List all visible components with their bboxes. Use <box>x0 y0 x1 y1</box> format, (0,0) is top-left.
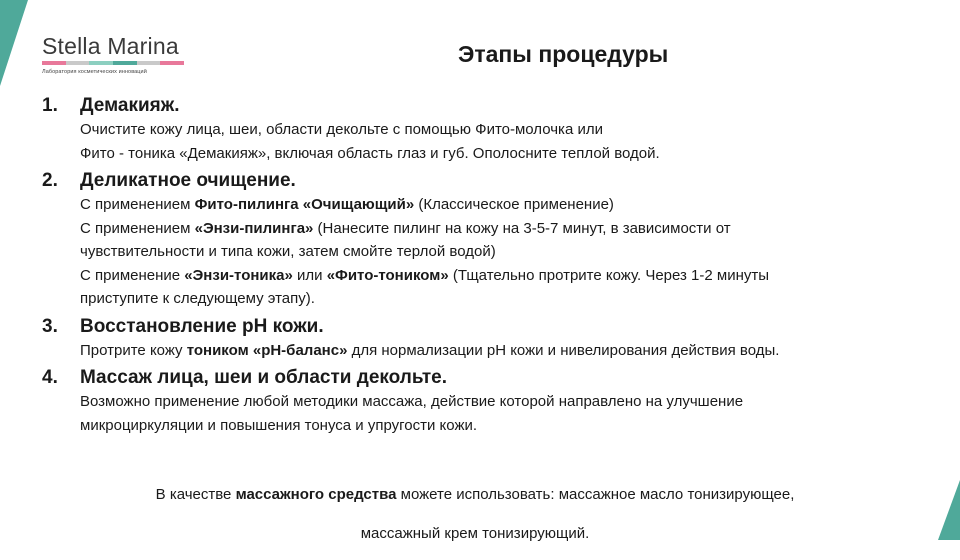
text-segment: Фито - тоника «Демакияж», включая область глаз и губ. Ополосните теплой водой. <box>80 144 660 162</box>
step-number: 1. <box>42 95 58 116</box>
text-segment: или <box>292 266 327 284</box>
steps-list <box>42 94 952 441</box>
text-segment: Очистите кожу лица, шеи, области декольте с помощью Фито-молочка или <box>80 121 603 138</box>
text-segment: С применением <box>80 219 195 237</box>
logo-tagline: Лаборатория косметических инноваций <box>42 69 147 75</box>
step-item <box>42 366 952 437</box>
step-heading-text: Массаж лица, шеи и области декольте. <box>80 367 448 388</box>
text-segment: (Тщательно протрите кожу. Через 1-2 минуты <box>448 266 770 284</box>
text-line <box>80 193 952 217</box>
logo-stripe <box>137 61 161 65</box>
step-heading-text: Восстановление pH кожи. <box>80 315 324 337</box>
text-segment: Возможно применение любой методики массажа, действие которой направлено на улучшение <box>80 393 744 410</box>
step-description <box>42 118 952 165</box>
text-line <box>80 287 952 311</box>
text-line <box>80 339 952 363</box>
product-name: «Фито-тоником» <box>326 266 449 284</box>
text-segment: микроциркуляции и повышения тонуса и упругости кожи. <box>80 416 478 434</box>
text-segment: чувствительности и типа кожи, затем смойте терлой водой) <box>80 243 496 260</box>
logo-stripe <box>89 61 113 65</box>
text-line <box>80 390 952 414</box>
step-number: 4. <box>42 367 58 388</box>
logo-stripe <box>42 61 66 65</box>
step-item <box>42 169 952 311</box>
text-segment: массажный крем тонизирующий. <box>360 524 590 542</box>
text-line <box>80 264 952 288</box>
text-segment: приступите к следующему этапу). <box>80 290 315 307</box>
logo-name: Stella Marina <box>42 33 179 59</box>
text-segment: С применением <box>80 196 195 213</box>
logo-stripe <box>66 61 90 65</box>
step-description <box>42 193 952 311</box>
step-number: 3. <box>42 315 58 337</box>
text-segment: для нормализации pH кожи и нивелирования действия воды. <box>347 341 780 359</box>
step-heading <box>42 315 952 339</box>
text-segment: (Классическое применение) <box>414 196 614 213</box>
text-line <box>80 414 952 438</box>
step-description <box>42 339 952 363</box>
step-heading-text: Демакияж. <box>80 95 180 116</box>
text-segment: С применение <box>80 266 185 284</box>
step-number: 2. <box>42 170 58 191</box>
step-item <box>42 94 952 165</box>
text-segment: (Нанесите пилинг на кожу на 3-5-7 минут, в зависимости от <box>313 219 731 237</box>
text-line <box>60 522 890 546</box>
product-name: массажного средства <box>235 486 397 503</box>
page-title: Этапы процедуры <box>458 41 669 67</box>
logo-stripe <box>113 61 137 65</box>
massage-note <box>60 468 890 560</box>
logo <box>42 34 184 75</box>
text-line <box>60 483 890 507</box>
text-line <box>80 142 952 166</box>
step-heading-text: Деликатное очищение. <box>80 170 296 191</box>
logo-stripe <box>160 61 184 65</box>
step-heading <box>42 169 952 193</box>
text-segment: В качестве <box>155 486 236 503</box>
step-heading <box>42 94 952 118</box>
logo-stripes <box>42 61 184 65</box>
product-name: тоником «pH-баланс» <box>186 341 348 359</box>
teal-corner-decoration <box>0 0 40 90</box>
text-segment: Протрите кожу <box>80 341 187 359</box>
product-name: «Энзи-тоника» <box>184 266 293 284</box>
product-name: «Энзи-пилинга» <box>194 219 314 237</box>
step-item <box>42 315 952 363</box>
text-line <box>80 240 952 264</box>
text-segment: можете использовать: массажное масло тонизирующее, <box>396 486 795 503</box>
text-line <box>80 118 952 142</box>
product-name: Фито-пилинга «Очищающий» <box>194 196 415 213</box>
teal-corner-decoration-bottom <box>920 480 960 540</box>
step-heading <box>42 366 952 390</box>
text-line <box>80 217 952 241</box>
step-description <box>42 390 952 437</box>
